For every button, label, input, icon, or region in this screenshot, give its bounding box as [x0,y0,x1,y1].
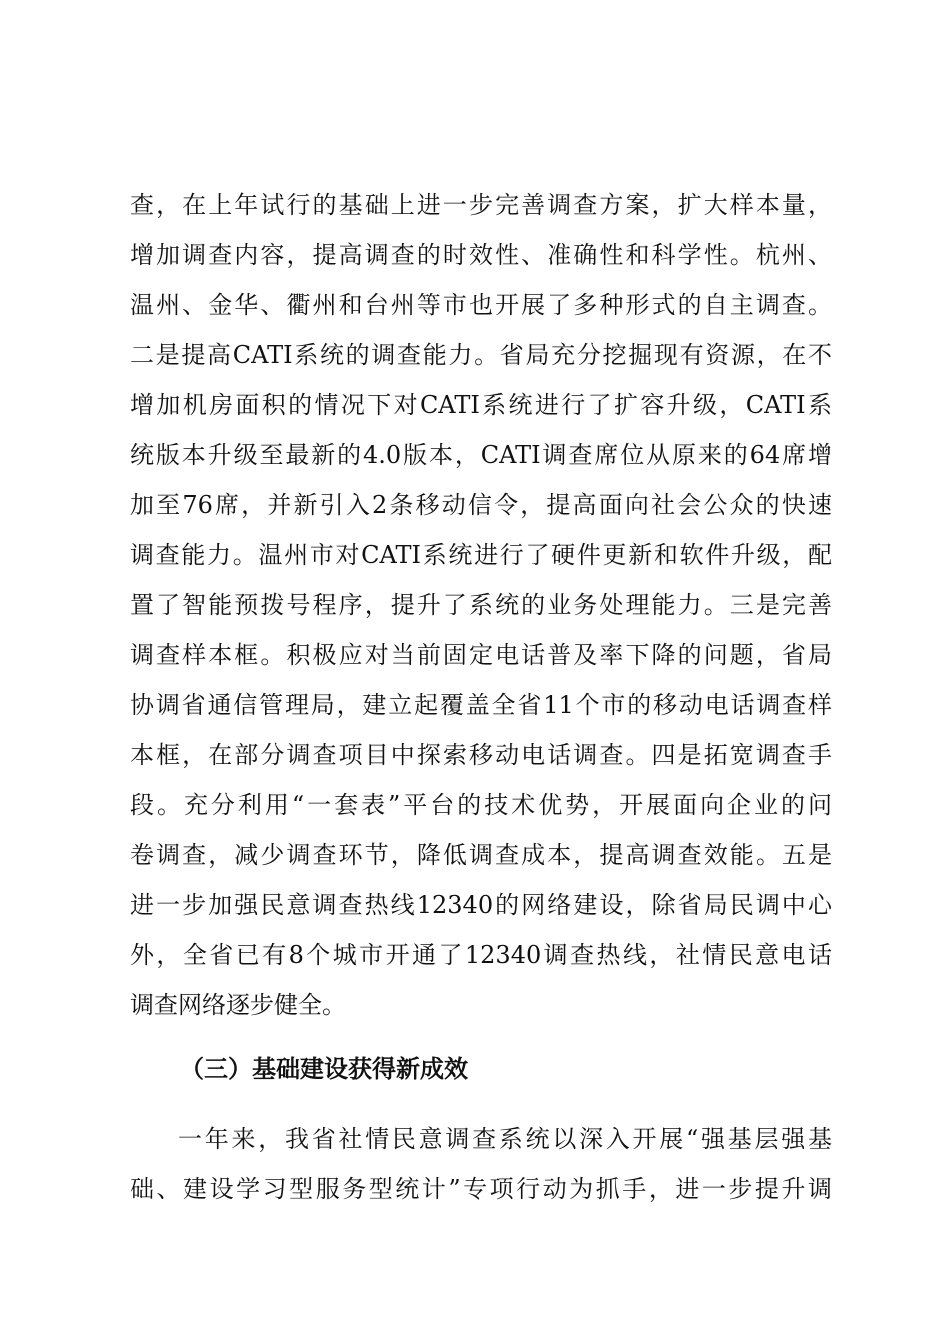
text-column [130,180,832,1214]
text-line: 调查网络逐步健全。 [130,991,346,1019]
text-line: 一年来，我省社情民意调查系统以深入开展“强基层强基 [178,1124,832,1153]
text-line: 调查样本框。积极应对当前固定电话普及率下降的问题，省局 [130,641,832,669]
text-line: 二是提高CATI系统的调查能力。省局充分挖掘现有资源，在不 [130,341,832,369]
text-line: 卷调查，减少调查环节，降低调查成本，提高调查效能。五是 [130,841,832,869]
text-line: 温州、金华、衢州和台州等市也开展了多种形式的自主调查。 [130,291,832,319]
text-line: 协调省通信管理局，建立起覆盖全省11个市的移动电话调查样 [130,691,832,719]
text-line: 本框，在部分调查项目中探索移动电话调查。四是拓宽调查手 [130,741,832,769]
text-line: 增加机房面积的情况下对CATI系统进行了扩容升级，CATI系 [130,391,832,419]
text-line: 进一步加强民意调查热线12340的网络建设，除省局民调中心 [130,891,832,919]
text-line: 查，在上年试行的基础上进一步完善调查方案，扩大样本量， [130,191,832,219]
paragraph-infrastructure [130,1114,832,1214]
section-heading: （三）基础建设获得新成效 [180,1055,468,1083]
text-line: 外，全省已有8个城市开通了12340调查热线，社情民意电话 [130,941,832,969]
text-line: 加至76席，并新引入2条移动信令，提高面向社会公众的快速 [130,491,832,519]
text-line: 调查能力。温州市对CATI系统进行了硬件更新和软件升级，配 [130,541,832,569]
text-line: 础、建设学习型服务型统计”专项行动为抓手，进一步提升调 [130,1174,832,1203]
text-line: 增加调查内容，提高调查的时效性、准确性和科学性。杭州、 [130,241,832,269]
paragraph-survey-capability [130,180,832,1030]
text-line: 统版本升级至最新的4.0版本，CATI调查席位从原来的64席增 [130,441,832,469]
text-line: 段。充分利用“一套表”平台的技术优势，开展面向企业的问 [130,791,832,819]
text-line: 置了智能预拨号程序，提升了系统的业务处理能力。三是完善 [130,591,832,619]
